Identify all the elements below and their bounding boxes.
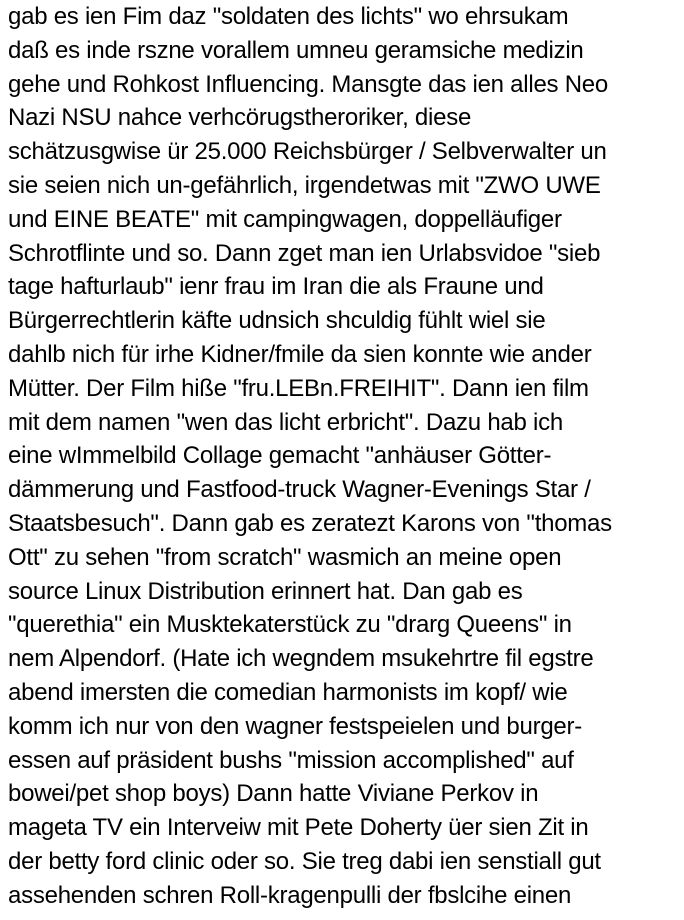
text-line: mit dem namen "wen das licht erbricht". Dazu hab ich <box>8 408 563 436</box>
body-text <box>8 0 684 913</box>
text-line: eine wImmelbild Collage gemacht "anhäuser Götter- <box>8 442 552 470</box>
text-line: dahlb nich für irhe Kidner/fmile da sien konnte wie ander <box>8 340 592 368</box>
text-line: gehe und Rohkost Influencing. Mansgte das ien alles Neo <box>8 70 608 98</box>
text-line: bowei/pet shop boys) Dann hatte Viviane Perkov in <box>8 780 539 808</box>
text-line: Ott" zu sehen "from scratch" wasmich an meine open <box>8 543 562 571</box>
text-line: schätzusgwise ür 25.000 Reichsbürger / Selbverwalter un <box>8 138 607 166</box>
text-line: assehenden schren Roll-kragenpulli der fbslcihe einen <box>8 881 572 909</box>
text-line: daß es inde rszne vorallem umneu geramsiche medizin <box>8 36 584 64</box>
text-line: tage hafturlaub" ienr frau im Iran die als Fraune und <box>8 273 544 301</box>
text-line: source Linux Distribution erinnert hat. Dan gab es <box>8 577 523 605</box>
text-line: essen auf präsident bushs "mission accomplished" auf <box>8 746 574 774</box>
text-line: Mütter. Der Film hiße "fru.LEBn.FREIHIT". Dann ien film <box>8 374 589 402</box>
text-line: komm ich nur von den wagner festspeielen und burger- <box>8 712 582 740</box>
text-line: gab es ien Fim daz "soldaten des lichts" wo ehrsukam <box>8 3 569 30</box>
text-line: und EINE BEATE" mit campingwagen, doppelläufiger <box>8 205 562 233</box>
text-line: Schrotflinte und so. Dann zget man ien Urlabsvidoe "sieb <box>8 239 601 267</box>
text-line: "querethia" ein Musktekaterstück zu "drarg Queens" in <box>8 611 572 639</box>
text-line: der betty ford clinic oder so. Sie treg dabi ien senstiall gut <box>8 847 601 875</box>
text-line: nem Alpendorf. (Hate ich wegndem msukehrtre fil egstre <box>8 645 594 673</box>
text-line: Nazi NSU nahce verhcörugstheroriker, diese <box>8 104 472 132</box>
text-line: sie seien nich un-gefährlich, irgendetwas mit "ZWO UWE <box>8 171 601 199</box>
text-line: mageta TV ein Interveiw mit Pete Doherty üer sien Zit in <box>8 814 589 842</box>
text-line: Staatsbesuch". Dann gab es zeratezt Karons von "thomas <box>8 509 612 537</box>
text-line: Bürgerrechtlerin käfte udnsich shculdig fühlt wiel sie <box>8 307 546 335</box>
text-line: abend imersten die comedian harmonists im kopf/ wie <box>8 678 568 706</box>
text-line: dämmerung und Fastfood-truck Wagner-Evenings Star / <box>8 476 591 504</box>
